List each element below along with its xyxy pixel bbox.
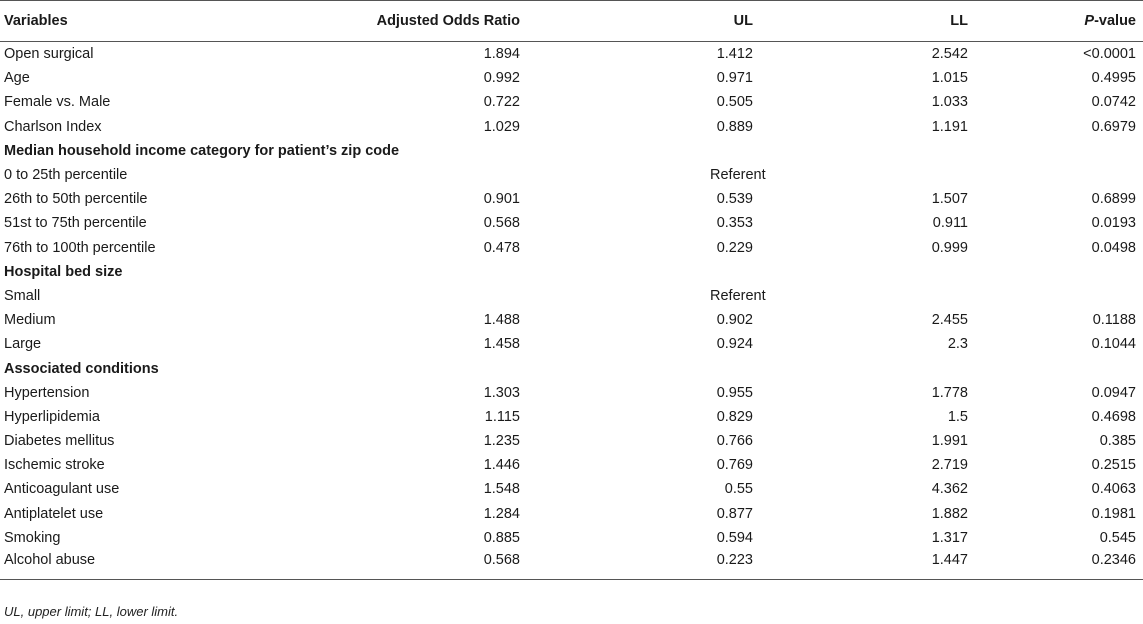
- table-row: [0, 187, 1143, 211]
- header-variables: Variables: [0, 1, 338, 42]
- referent-row: [0, 163, 1143, 187]
- row-ll: 1.033: [931, 94, 968, 111]
- header-p-suffix: -value: [1094, 13, 1136, 29]
- section-bed-size: [0, 260, 1143, 284]
- row-adjusted-odds-ratio: 0.568: [338, 550, 520, 580]
- row-ul: 0.594: [716, 529, 753, 546]
- row-adjusted-odds-ratio: 1.446: [483, 457, 520, 474]
- row-empty: [338, 163, 520, 187]
- row-ul: 0.829: [716, 408, 753, 425]
- row-ul: 0.505: [716, 94, 753, 111]
- row-ul: 0.353: [716, 215, 753, 232]
- row-label: 0 to 25th percentile: [4, 167, 128, 184]
- row-ll: 1.015: [931, 70, 968, 87]
- row-label: Alcohol abuse: [0, 550, 338, 580]
- row-ul: 0.539: [716, 191, 753, 208]
- row-p-value: 0.1188: [1092, 312, 1136, 329]
- row-ul: 0.223: [520, 550, 753, 580]
- row-p-value: 0.0947: [1091, 384, 1136, 401]
- row-adjusted-odds-ratio: 0.722: [483, 94, 520, 111]
- row-ll: 1.317: [931, 529, 968, 546]
- header-ul: UL: [520, 1, 753, 42]
- referent-text: Referent: [710, 167, 766, 184]
- table-row: [0, 66, 1143, 90]
- header-p-value: [968, 1, 1143, 42]
- row-p-value: 0.4995: [1091, 70, 1136, 87]
- row-p-value: 0.0193: [1091, 215, 1136, 232]
- row-p-value: 0.0498: [1091, 239, 1136, 256]
- row-ul: 0.971: [716, 70, 753, 87]
- row-label: Anticoagulant use: [4, 481, 120, 498]
- row-ul: 0.55: [724, 481, 753, 498]
- table-row: [0, 90, 1143, 114]
- row-p-value: 0.2346: [968, 550, 1143, 580]
- row-adjusted-odds-ratio: 0.478: [483, 239, 520, 256]
- row-ll: 1.882: [931, 505, 968, 522]
- row-label: Smoking: [4, 529, 61, 546]
- row-p-value: <0.0001: [1083, 46, 1136, 63]
- row-label: Charlson Index: [4, 118, 102, 135]
- table-header-row: [0, 1, 1143, 42]
- row-ul: 0.902: [716, 312, 753, 329]
- header-p-italic: P: [1084, 13, 1095, 29]
- row-adjusted-odds-ratio: 0.568: [483, 215, 520, 232]
- row-p-value: 0.385: [1099, 433, 1136, 450]
- row-adjusted-odds-ratio: 0.885: [483, 529, 520, 546]
- section-bed-size-title: Hospital bed size: [4, 263, 123, 280]
- row-label: 26th to 50th percentile: [4, 191, 148, 208]
- table-row: [0, 526, 1143, 550]
- table-row: [0, 550, 1143, 580]
- row-label: Medium: [4, 312, 56, 329]
- row-ll: 1.991: [931, 433, 968, 450]
- row-ll: 1.778: [931, 384, 968, 401]
- row-label: Diabetes mellitus: [4, 433, 115, 450]
- row-adjusted-odds-ratio: 0.992: [483, 70, 520, 87]
- header-ll: LL: [753, 1, 968, 42]
- table-row: [0, 502, 1143, 526]
- row-p-value: 0.0742: [1091, 94, 1136, 111]
- row-p-value: 0.4063: [1091, 481, 1136, 498]
- section-income: [0, 139, 1143, 163]
- table-row: [0, 308, 1143, 332]
- row-adjusted-odds-ratio: 1.284: [483, 505, 520, 522]
- row-label: Hypertension: [4, 384, 90, 401]
- header-adjusted-odds-ratio: Adjusted Odds Ratio: [338, 1, 520, 42]
- row-label: Female vs. Male: [4, 94, 111, 111]
- table-row: [0, 211, 1143, 235]
- row-adjusted-odds-ratio: 1.894: [483, 46, 520, 63]
- table-row: [0, 42, 1143, 67]
- table-row: [0, 115, 1143, 139]
- table-row: [0, 405, 1143, 429]
- row-ll: 1.191: [931, 118, 968, 135]
- row-ul: 0.877: [716, 505, 753, 522]
- row-ll: 2.455: [931, 312, 968, 329]
- row-ul: 0.766: [716, 433, 753, 450]
- row-label: Antiplatelet use: [4, 505, 104, 522]
- row-adjusted-odds-ratio: 0.901: [483, 191, 520, 208]
- row-label: Hyperlipidemia: [4, 408, 100, 425]
- row-p-value: 0.2515: [1091, 457, 1136, 474]
- row-p-value: 0.6979: [1091, 118, 1136, 135]
- row-ul: 0.955: [716, 384, 753, 401]
- table-row: [0, 453, 1143, 477]
- referent-text: Referent: [710, 287, 766, 304]
- section-income-title: Median household income category for patient’s zip code: [4, 142, 400, 159]
- row-ul: 0.229: [716, 239, 753, 256]
- row-ul: 0.924: [716, 336, 753, 353]
- row-ll: 2.542: [931, 46, 968, 63]
- table-footnote: UL, upper limit; LL, lower limit.: [4, 604, 179, 619]
- row-adjusted-odds-ratio: 1.303: [483, 384, 520, 401]
- table-body: [0, 42, 1143, 580]
- row-adjusted-odds-ratio: 1.458: [483, 336, 520, 353]
- row-label: Large: [4, 336, 42, 353]
- row-ll: 0.911: [932, 215, 968, 232]
- table-row: [0, 429, 1143, 453]
- table-row: [0, 332, 1143, 356]
- row-ul: 0.889: [716, 118, 753, 135]
- row-label: Ischemic stroke: [4, 457, 105, 474]
- row-ul: 0.769: [716, 457, 753, 474]
- row-p-value: 0.1981: [1091, 505, 1136, 522]
- row-adjusted-odds-ratio: 1.488: [483, 312, 520, 329]
- row-ll: 2.719: [931, 457, 968, 474]
- row-ll: 1.447: [753, 550, 968, 580]
- row-adjusted-odds-ratio: 1.029: [483, 118, 520, 135]
- row-p-value: 0.1044: [1091, 336, 1136, 353]
- row-label: 76th to 100th percentile: [4, 239, 156, 256]
- row-p-value: 0.545: [1099, 529, 1136, 546]
- row-ll: 1.5: [947, 408, 968, 425]
- row-ul: 1.412: [716, 46, 753, 63]
- row-p-value: 0.4698: [1091, 408, 1136, 425]
- row-adjusted-odds-ratio: 1.235: [483, 433, 520, 450]
- row-ll: 0.999: [931, 239, 968, 256]
- row-adjusted-odds-ratio: 1.115: [484, 408, 520, 425]
- row-ll: 1.507: [931, 191, 968, 208]
- row-ll: 4.362: [931, 481, 968, 498]
- table-row: [0, 477, 1143, 501]
- row-label: Small: [4, 287, 41, 304]
- row-p-value: 0.6899: [1091, 191, 1136, 208]
- row-empty: [338, 284, 520, 308]
- table-row: [0, 236, 1143, 260]
- row-label: Open surgical: [4, 46, 94, 63]
- section-conditions-title: Associated conditions: [4, 360, 159, 377]
- row-adjusted-odds-ratio: 1.548: [483, 481, 520, 498]
- referent-row: [0, 284, 1143, 308]
- section-conditions: [0, 356, 1143, 380]
- row-label: Age: [4, 70, 30, 87]
- table-row: [0, 381, 1143, 405]
- row-label: 51st to 75th percentile: [4, 215, 147, 232]
- row-ll: 2.3: [947, 336, 968, 353]
